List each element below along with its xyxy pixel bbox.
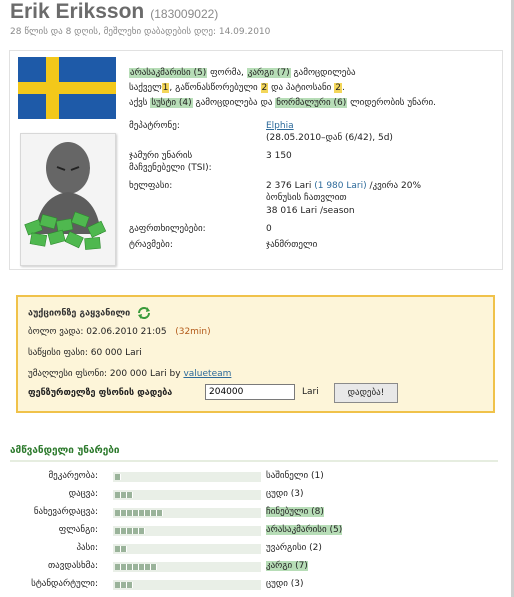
skill-bar (113, 544, 261, 554)
skills-title: ამწვანდელი უნარები (10, 445, 120, 456)
salary-label: ხელფასი: (129, 181, 173, 191)
description-line-1: არასაკმარისი (5) ფორმა, კარგი (7) გამოცდილება (130, 68, 356, 78)
skill-name: ნახევარდაცვა: (33, 507, 98, 517)
owner-detail: (28.05.2010–დან (6/42), 5d) (266, 133, 393, 143)
tsi-value: 3 150 (266, 151, 292, 161)
warnings-value: 0 (266, 224, 272, 234)
skill-row (0, 578, 500, 594)
skill-bar-fill (115, 474, 121, 480)
tsi-label-2: მაჩვენებელი (TSI): (129, 163, 212, 173)
skill-bar (113, 562, 261, 572)
warnings-label: გაფრთხილებები: (129, 224, 206, 234)
skill-name: თავდასხმა: (47, 561, 98, 571)
skill-bar-fill (115, 510, 163, 516)
skill-level: საშინელი (1) (266, 471, 324, 481)
bid-label: ფენზურთელზე ფსონის დადება (28, 388, 173, 398)
salary-value: 2 376 Lari (1 980 Lari) /კვირა 20% (266, 181, 421, 191)
skill-row (0, 542, 500, 558)
skill-name: სტანდარტული: (31, 579, 98, 589)
highest-bidder-link[interactable]: valueteam (183, 369, 232, 379)
bid-amount-input[interactable] (205, 384, 295, 400)
skill-name: პასი: (76, 543, 98, 553)
skill-name: ფლანგი: (58, 525, 98, 535)
start-price: საწყისი ფასი: 60 000 Lari (28, 348, 142, 358)
skill-bar (113, 526, 261, 536)
salary-season: 38 016 Lari /season (266, 206, 355, 216)
silhouette-icon (21, 134, 115, 265)
description-line-2: საქველ1, გაწონასწორებული 2 და პატიოსანი 2. (129, 83, 345, 93)
skill-level: არასაკმარისი (5) (266, 525, 343, 535)
skill-level: ჩინებული (8) (266, 507, 324, 517)
owner-label: მეპატრონე: (129, 121, 180, 131)
owner-link[interactable]: Elphia (266, 121, 294, 131)
skill-bar-fill (115, 582, 133, 588)
transfer-title: აუქციონზე გაყვანილი (28, 307, 151, 319)
player-avatar (20, 133, 116, 266)
skill-bar-fill (115, 546, 127, 552)
deadline: ბოლო ვადა: 02.06.2010 21:05 (32min) (28, 327, 211, 337)
skill-row (0, 560, 500, 576)
skill-row (0, 506, 500, 522)
skill-level: ცუდი (3) (266, 579, 304, 589)
place-bid-button[interactable]: დადება! (334, 383, 398, 403)
skill-name: მეკარეობა: (48, 471, 98, 481)
skill-bar-fill (115, 564, 157, 570)
player-title (10, 0, 218, 24)
skill-level: ცუდი (3) (266, 489, 304, 499)
skill-row (0, 488, 500, 504)
skill-bar (113, 490, 261, 500)
injury-label: ტრავმები: (129, 240, 173, 250)
skill-bar (113, 472, 261, 482)
description-line-3: აქვს სუსტი (4) გამოცდილება და ნორმალური (6) ლიდერობის უნარი. (129, 98, 437, 108)
skill-bar (113, 580, 261, 590)
bid-currency: Lari (302, 387, 319, 397)
skill-row (0, 524, 500, 540)
skill-row (0, 470, 500, 486)
sweden-flag-icon (18, 57, 116, 119)
skill-level: უვარგისი (2) (266, 543, 322, 553)
skills-divider (10, 460, 498, 462)
player-name: Erik Eriksson (10, 0, 145, 23)
refresh-icon[interactable] (137, 307, 151, 319)
tsi-label-1: ჯამური უნარის (129, 151, 193, 161)
skill-level: კარგი (7) (266, 561, 308, 571)
player-id: (183009022) (150, 7, 219, 21)
skill-bar (113, 508, 261, 518)
skill-bar-fill (115, 528, 145, 534)
injury-value: ჯანმრთელი (266, 240, 318, 250)
skill-name: დაცვა: (68, 489, 98, 499)
skill-bar-fill (115, 492, 133, 498)
player-age: 28 წლის და 8 დღის, მეშლეხი დაბადების დღე: 14.09.2010 (10, 27, 271, 37)
salary-bonus-note: ბონუსის ჩათვლით (266, 193, 347, 203)
highest-bid: უმაღლესი ფსონი: 200 000 Lari by valueteam (28, 369, 232, 379)
